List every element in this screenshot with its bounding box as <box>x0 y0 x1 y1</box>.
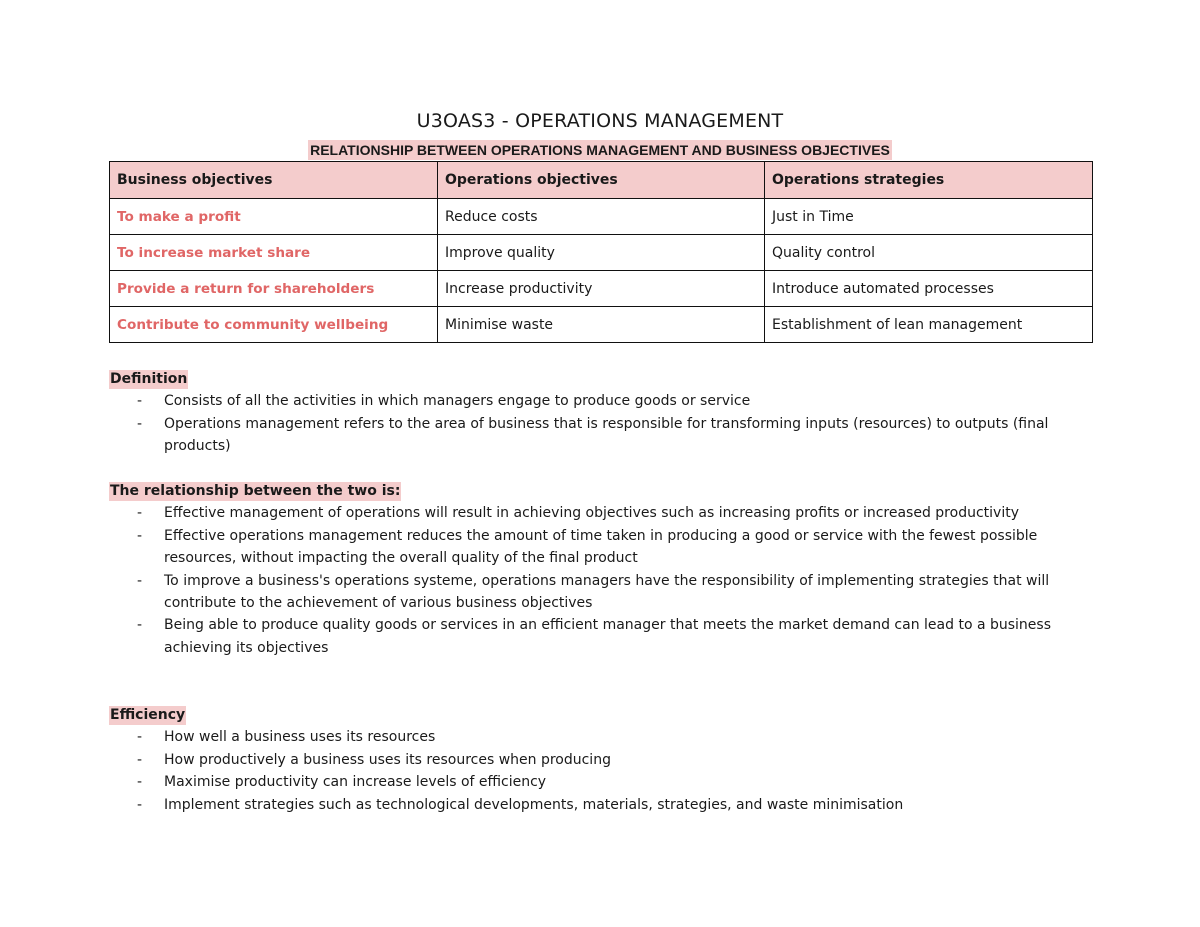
list-item <box>109 413 1099 458</box>
business-objective-cell: To make a profit <box>110 199 438 235</box>
list-item <box>109 502 1099 524</box>
list-item-text: To improve a business's operations systeme, operations managers have the responsibility of implementing strategies that will contribute to the achievement of various business objectives <box>164 572 1050 612</box>
business-objective-cell: Provide a return for shareholders <box>110 271 438 307</box>
list-item <box>109 390 1099 412</box>
bullet-list <box>109 502 1099 659</box>
list-item-text: How well a business uses its resources <box>164 729 436 746</box>
list-item-text: Being able to produce quality goods or services in an efficient manager that meets the market demand can lead to a business achieving its objectives <box>164 617 1052 656</box>
business-objective-cell: Contribute to community wellbeing <box>110 307 438 343</box>
list-item-text: Operations management refers to the area of business that is responsible for transforming inputs (resources) to outputs (final products) <box>164 415 1049 455</box>
list-item-text: Effective operations management reduces the amount of time taken in producing a good or service with the fewest possible resources, without impacting the overall quality of the final product <box>164 527 1038 567</box>
bullet-dash: - <box>137 774 143 791</box>
efficiency-section <box>109 704 1099 816</box>
document-subtitle: RELATIONSHIP BETWEEN OPERATIONS MANAGEMENT AND BUSINESS OBJECTIVES <box>310 142 890 158</box>
list-item-text: Implement strategies such as technological developments, materials, strategies, and waste minimisation <box>164 796 904 813</box>
list-item <box>109 614 1099 659</box>
operations-objective-cell: Minimise waste <box>438 307 765 343</box>
header-operations-objectives: Operations objectives <box>438 162 765 199</box>
list-item <box>109 771 1099 793</box>
header-business-objectives: Business objectives <box>110 162 438 199</box>
bullet-dash: - <box>137 729 143 746</box>
operations-strategy-cell: Establishment of lean management <box>765 307 1093 343</box>
bullet-dash: - <box>137 505 143 522</box>
bullet-dash: - <box>137 393 143 410</box>
table-header-row <box>110 162 1093 199</box>
list-item-text: Consists of all the activities in which managers engage to produce goods or service <box>164 393 751 410</box>
operations-strategy-cell: Introduce automated processes <box>765 271 1093 307</box>
definition-section <box>109 368 1099 458</box>
list-item <box>109 726 1099 748</box>
relationship-section <box>109 480 1099 659</box>
bullet-list <box>109 390 1099 457</box>
table-row <box>110 199 1093 235</box>
business-objective-cell: To increase market share <box>110 235 438 271</box>
section-heading: The relationship between the two is: <box>110 483 401 499</box>
document-title: U3OAS3 - OPERATIONS MANAGEMENT <box>416 110 784 132</box>
bullet-dash: - <box>137 617 143 634</box>
list-item-text: Maximise productivity can increase levels of efficiency <box>164 774 547 791</box>
list-item <box>109 749 1099 771</box>
operations-objective-cell: Increase productivity <box>438 271 765 307</box>
bullet-dash: - <box>137 415 143 432</box>
bullet-list <box>109 726 1099 816</box>
bullet-dash: - <box>137 751 143 768</box>
list-item-text: How productively a business uses its resources when producing <box>164 751 611 768</box>
list-item-text: Effective management of operations will result in achieving objectives such as increasing profits or increased productivity <box>164 505 1019 522</box>
operations-objective-cell: Improve quality <box>438 235 765 271</box>
list-item <box>109 570 1099 615</box>
bullet-dash: - <box>137 527 143 544</box>
table-row <box>110 235 1093 271</box>
operations-strategy-cell: Just in Time <box>765 199 1093 235</box>
objectives-table <box>109 161 1093 343</box>
list-item <box>109 525 1099 570</box>
header-operations-strategies: Operations strategies <box>765 162 1093 199</box>
operations-objective-cell: Reduce costs <box>438 199 765 235</box>
bullet-dash: - <box>137 796 143 813</box>
list-item <box>109 794 1099 816</box>
bullet-dash: - <box>137 572 143 589</box>
document-subtitle-wrap <box>0 140 1200 160</box>
table-row <box>110 307 1093 343</box>
operations-strategy-cell: Quality control <box>765 235 1093 271</box>
section-heading: Definition <box>110 371 188 387</box>
section-heading: Efficiency <box>110 707 186 723</box>
table-row <box>110 271 1093 307</box>
